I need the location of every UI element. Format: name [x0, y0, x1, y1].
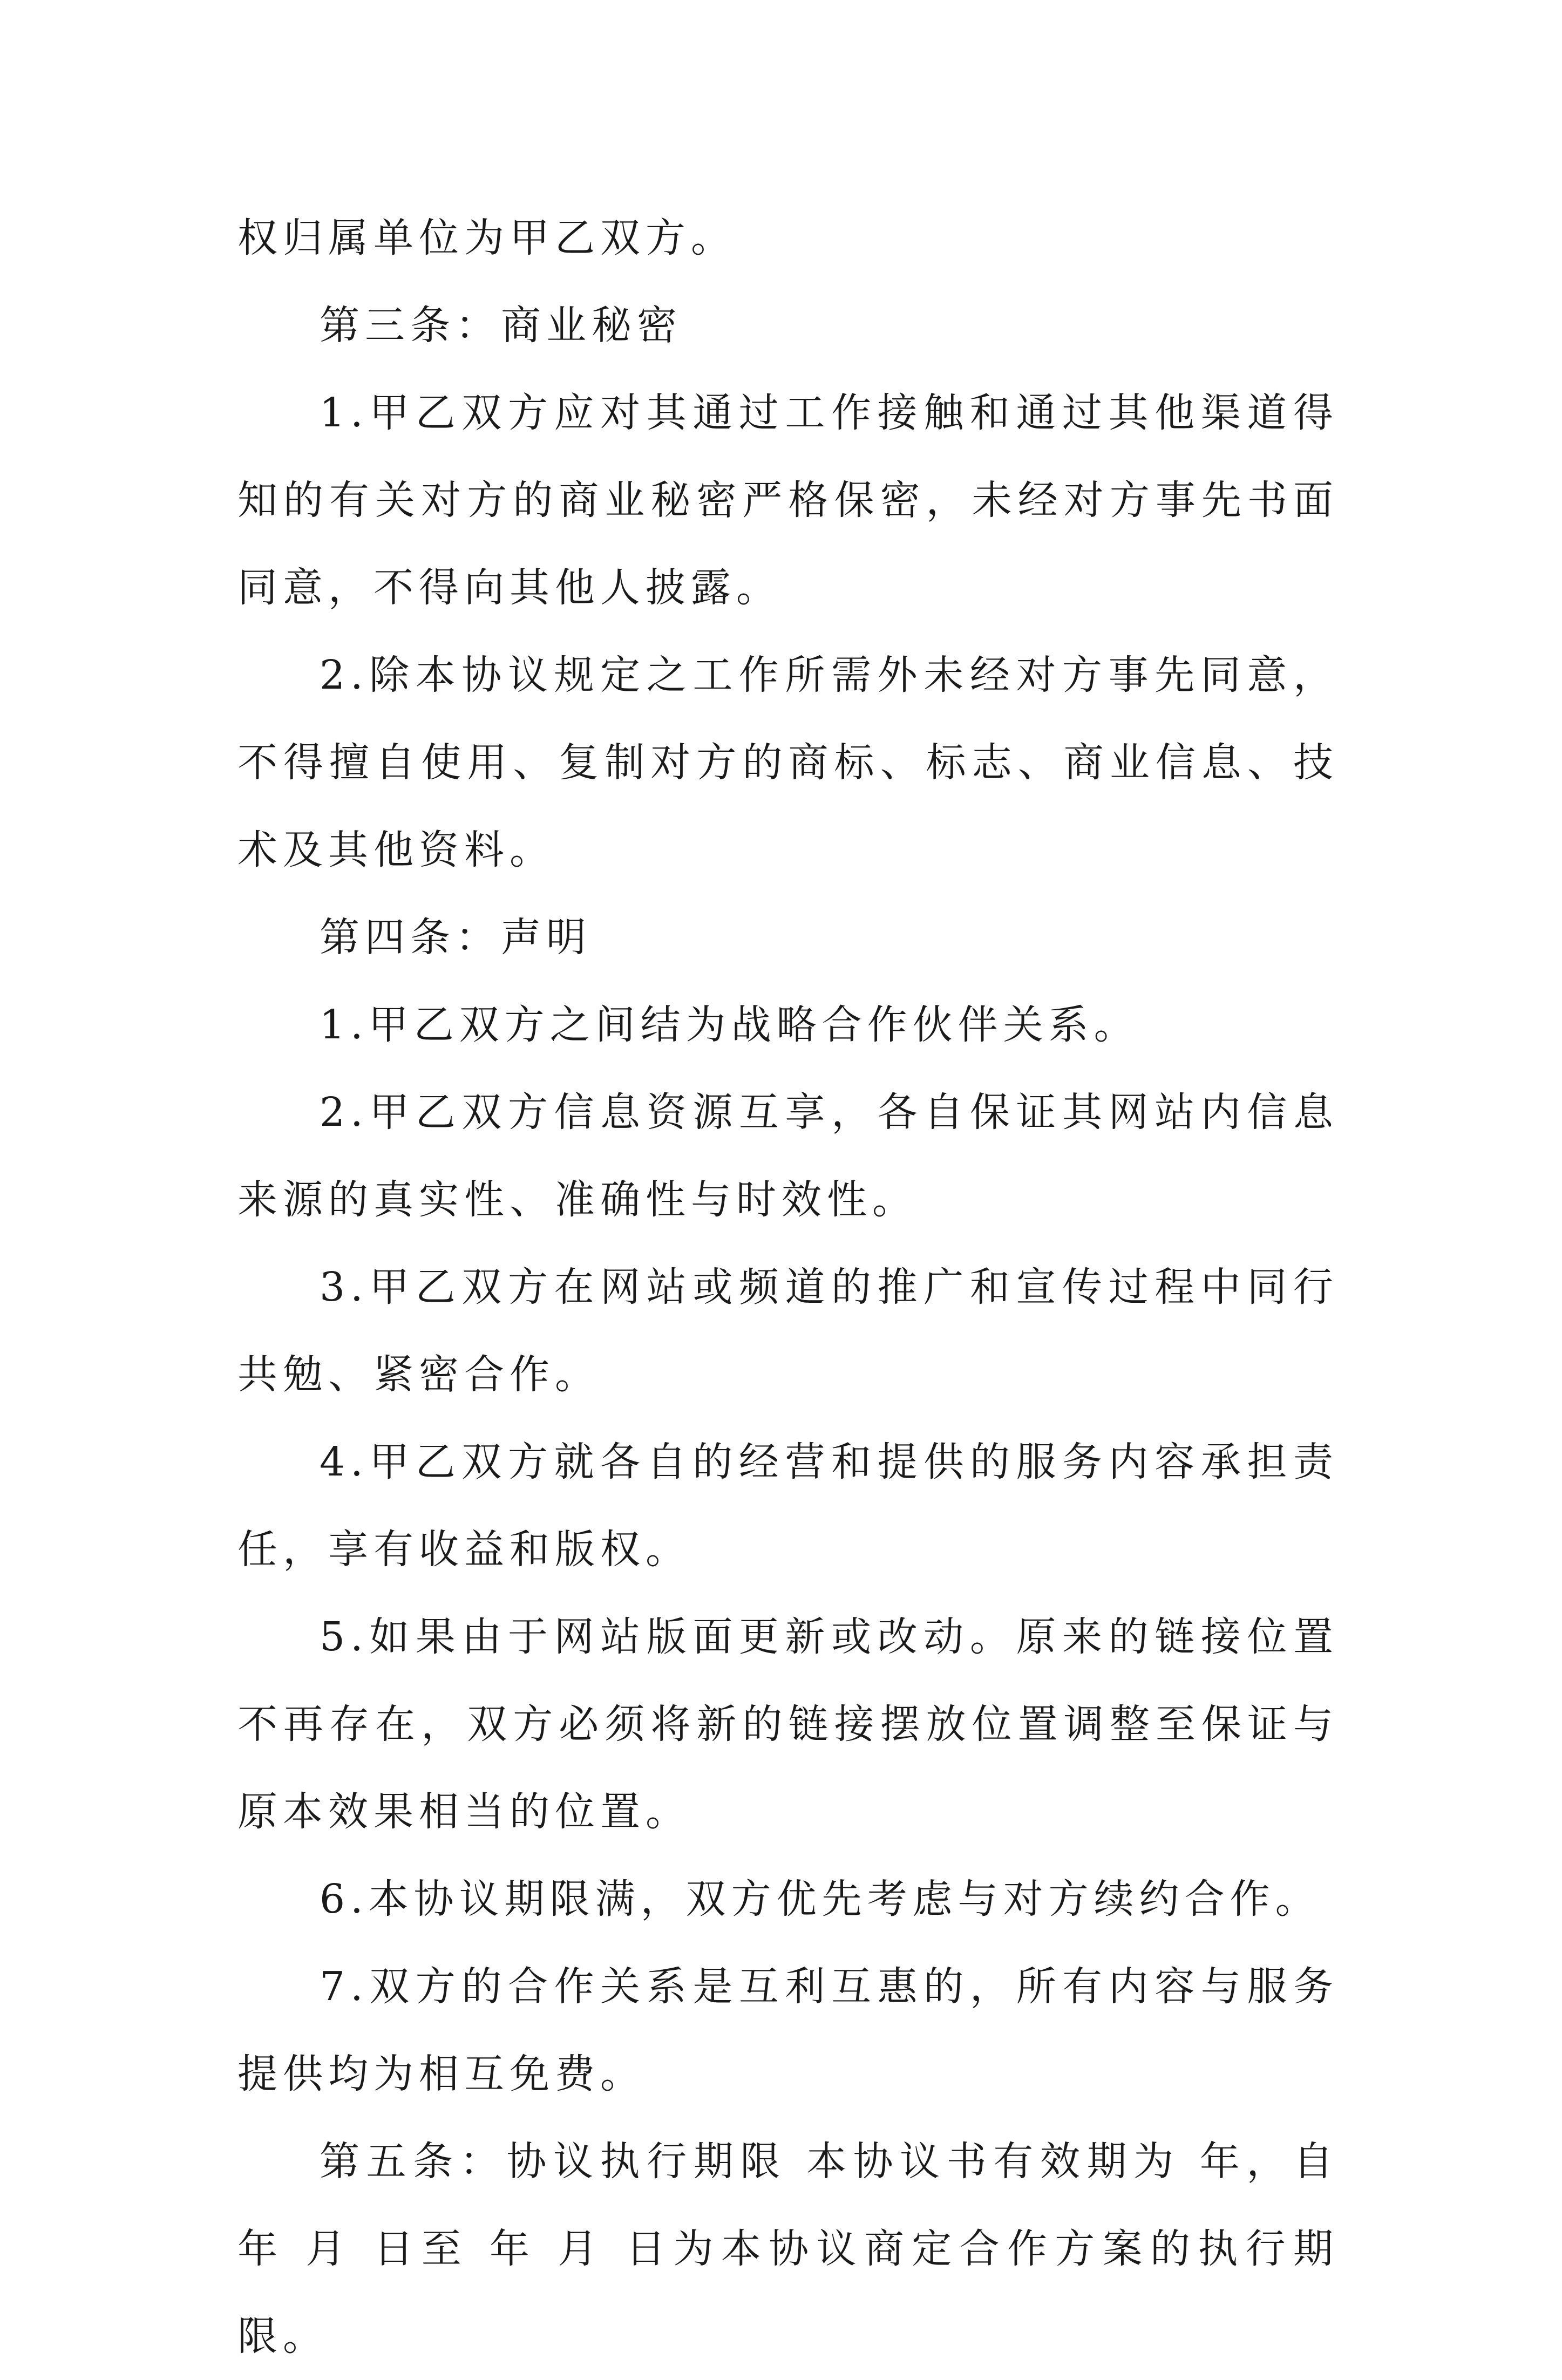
list-item: 7.双方的合作关系是互利互惠的，所有内容与服务提供均为相互免费。	[237, 1963, 1339, 2097]
section-heading-article-4: 第四条：声明	[320, 914, 592, 961]
section-heading-article-5: 第五条：协议执行期限 本协议书有效期为 年，自 年 月 日至 年 月 日为本协议商定合作方案的执行期限。	[237, 2138, 1339, 2359]
section-heading-article-3: 第三条：商业秘密	[320, 302, 682, 349]
list-item: 5.如果由于网站版面更新或改动。原来的链接位置不再存在，双方必须将新的链接摆放位置调整至保证与原本效果相当的位置。	[237, 1614, 1339, 1835]
list-item: 6.本协议期限满，双方优先考虑与对方续约合作。	[320, 1876, 1321, 1922]
list-item: 2.除本协议规定之工作所需外未经对方事先同意，不得擅自使用、复制对方的商标、标志、商业信息、技术及其他资料。	[237, 652, 1339, 873]
document-body	[237, 194, 1339, 2380]
list-item: 4.甲乙双方就各自的经营和提供的服务内容承担责任，享有收益和版权。	[237, 1439, 1339, 1573]
list-item: 1.甲乙双方应对其通过工作接触和通过其他渠道得知的有关对方的商业秘密严格保密，未经对方事先书面同意，不得向其他人披露。	[237, 390, 1339, 611]
list-item: 3.甲乙双方在网站或频道的推广和宣传过程中同行共勉、紧密合作。	[237, 1264, 1339, 1398]
paragraph-continuation: 权归属单位为甲乙双方。	[237, 215, 736, 261]
list-item: 1.甲乙双方之间结为战略合作伙伴关系。	[320, 1002, 1139, 1048]
list-item: 2.甲乙双方信息资源互享，各自保证其网站内信息来源的真实性、准确性与时效性。	[237, 1089, 1339, 1223]
